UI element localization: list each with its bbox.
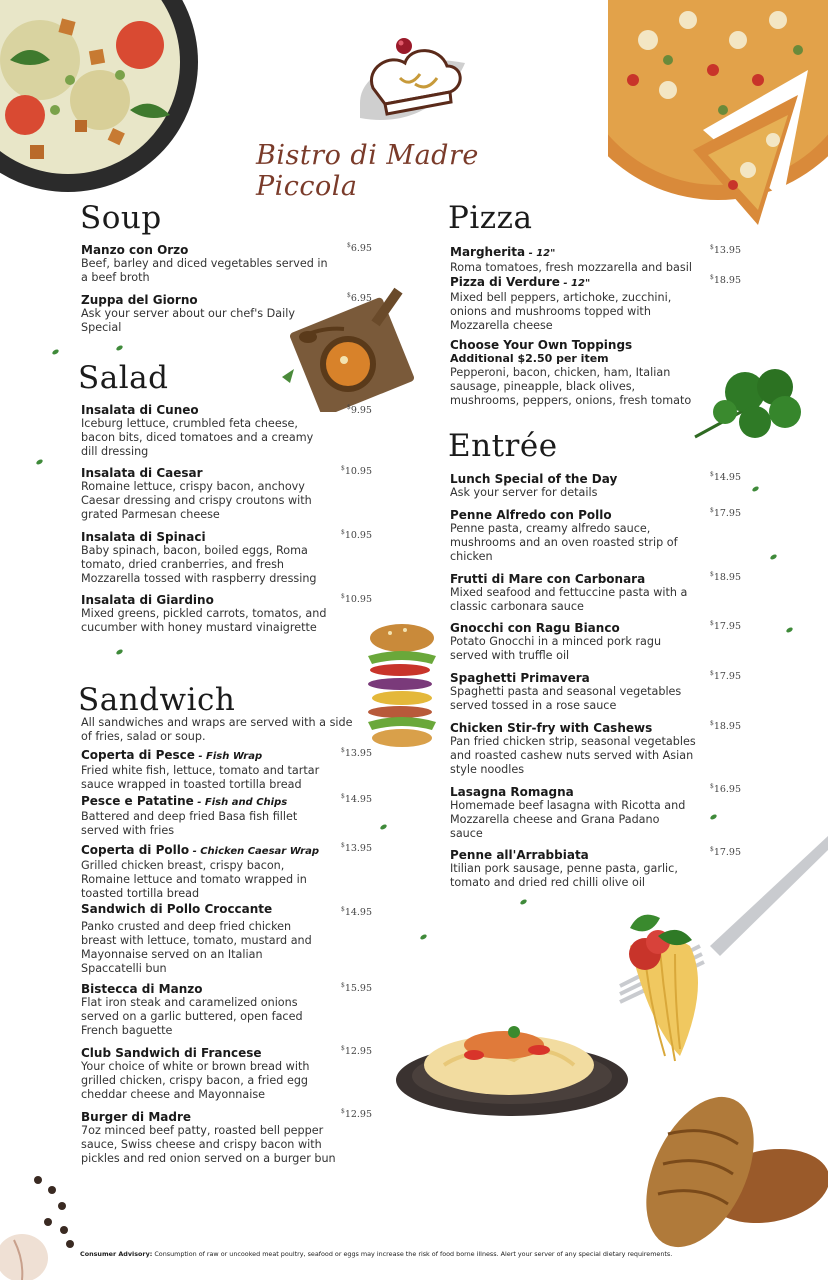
menu-item: Manzo con Orzo Beef, barley and diced vegetables served in a beef broth [81, 243, 328, 284]
item-price: $14.95 [710, 471, 742, 483]
menu-item: Spaghetti Primavera Spaghetti pasta and seasonal vegetables served tossed in a rose sauce [450, 671, 682, 712]
herb-leaf-icon [709, 814, 717, 821]
herb-leaf-icon [115, 345, 123, 352]
herb-leaf-icon [751, 486, 759, 493]
item-price: $15.95 [341, 982, 373, 994]
herb-leaf-icon [769, 554, 777, 561]
menu-item: Gnocchi con Ragu Bianco Potato Gnocchi in a minced pork ragu served with truffle oil [450, 621, 662, 662]
restaurant-name: Bistro di Madre Piccola [256, 140, 479, 202]
section-title-sandwich: Sandwich [78, 682, 236, 718]
section-title-entree: Entrée [448, 428, 558, 464]
item-price: $10.95 [341, 593, 373, 605]
item-price: $17.95 [710, 620, 742, 632]
consumer-advisory: Consumer Advisory: Consumption of raw or uncooked meat poultry, seafood or eggs may increase the risk of food borne illness. Alert your server of any special dietary requirements. [80, 1250, 673, 1258]
sandwich-image [360, 618, 440, 748]
menu-item: Penne all'Arrabbiata Itilian pork sausage, penne pasta, garlic, tomato and dried red chilli olive oil [450, 848, 678, 889]
menu-item: Coperta di Pollo - Chicken Caesar Wrap Grilled chicken breast, crispy bacon, Romaine lettuce and tomato wrapped in toasted tortilla bread [81, 843, 319, 900]
item-price: $18.95 [710, 720, 742, 732]
menu-item: Choose Your Own Toppings Additional $2.50 per item Pepperoni, bacon, chicken, ham, Italian sausage, pineapple, black olives, mushrooms, peppers, onions, fresh tomato [450, 338, 692, 407]
section-title-soup: Soup [80, 200, 162, 236]
item-price: $13.95 [341, 747, 373, 759]
herb-leaf-icon [115, 649, 123, 656]
item-price: $16.95 [710, 783, 742, 795]
item-price: $10.95 [341, 529, 373, 541]
item-price: $13.95 [341, 842, 373, 854]
item-price: $14.95 [341, 793, 373, 805]
menu-item: Penne Alfredo con Pollo Penne pasta, creamy alfredo sauce, mushrooms and an oven roasted strip of chicken [450, 508, 678, 563]
menu-item: Insalata di Caesar Romaine lettuce, crispy bacon, anchovy Caesar dressing and crispy croutons with grated Parmesan cheese [81, 466, 312, 521]
menu-item: Lunch Special of the Day Ask your server for details [450, 472, 618, 499]
menu-item: Sandwich di Pollo Croccante Panko crusted and deep fried chicken breast with lettuce, tomato, mustard and Mayonnaise served on an Italian Spaccatelli bun [81, 902, 312, 975]
menu-item: Pizza di Verdure - 12" Mixed bell peppers, artichoke, zucchini, onions and mushrooms topped with Mozzarella cheese [450, 275, 672, 332]
item-price: $6.95 [347, 292, 372, 304]
pasta-plate-image [394, 1010, 630, 1118]
herb-leaf-icon [785, 627, 793, 634]
section-title-pizza: Pizza [448, 200, 533, 236]
menu-item: Frutti di Mare con Carbonara Mixed seafood and fettuccine pasta with a classic carbonara sauce [450, 572, 688, 613]
section-title-salad: Salad [78, 360, 169, 396]
item-price: $10.95 [341, 465, 373, 477]
item-price: $18.95 [710, 274, 742, 286]
item-price: $9.95 [347, 404, 372, 416]
item-price: $17.95 [710, 846, 742, 858]
item-price: $14.95 [341, 906, 373, 918]
parsley-image [690, 362, 810, 462]
menu-item: Club Sandwich di Francese Your choice of white or brown bread with grilled chicken, crispy bacon, a fried egg cheddar cheese and Mayonnaise [81, 1046, 310, 1101]
item-price: $12.95 [341, 1045, 373, 1057]
menu-item: Pesce e Patatine - Fish and Chips Battered and deep fried Basa fish fillet served with fries [81, 794, 298, 837]
herb-leaf-icon [379, 824, 387, 831]
item-price: $18.95 [710, 571, 742, 583]
menu-item: Insalata di Cuneo Iceburg lettuce, crumbled feta cheese, bacon bits, diced tomatoes and a creamy dill dressing [81, 403, 314, 458]
chef-hat-logo-icon [355, 28, 470, 130]
menu-item: Lasagna Romagna Homemade beef lasagna with Ricotta and Mozzarella cheese and Grana Padano sauce [450, 785, 686, 840]
herb-leaf-icon [419, 934, 427, 941]
item-price: $17.95 [710, 507, 742, 519]
menu-item: Margherita - 12" Roma tomatoes, fresh mozzarella and basil [450, 245, 692, 274]
menu-item: Chicken Stir-fry with Cashews Pan fried chicken strip, seasonal vegetables and roasted cashew nuts served with Asian style noodles [450, 721, 696, 776]
menu-item: Zuppa del Giorno Ask your server about our chef's Daily Special [81, 293, 295, 334]
herb-leaf-icon [519, 899, 527, 906]
item-price: $12.95 [341, 1108, 373, 1120]
pizza-image [608, 0, 828, 232]
herb-leaf-icon [51, 349, 59, 356]
menu-item: Burger di Madre 7oz minced beef patty, roasted bell pepper sauce, Swiss cheese and crispy bacon with pickles and red onion served on a burger bun [81, 1110, 336, 1165]
menu-item: Insalata di Giardino Mixed greens, pickled carrots, tomatos, and cucumber with honey mustard vinaigrette [81, 593, 327, 634]
salad-plate-image [0, 0, 200, 210]
herb-leaf-icon [35, 459, 43, 466]
item-price: $17.95 [710, 670, 742, 682]
item-price: $13.95 [710, 244, 742, 256]
menu-item: Coperta di Pesce - Fish Wrap Fried white fish, lettuce, tomato and tartar sauce wrapped in toasted tortilla bread [81, 748, 320, 791]
section-note: All sandwiches and wraps are served with a side of fries, salad or soup. [81, 716, 353, 743]
item-price: $6.95 [347, 242, 372, 254]
menu-item: Insalata di Spinaci Baby spinach, bacon, boiled eggs, Roma tomato, dried cranberries, and fresh Mozzarella tossed with raspberry dressing [81, 530, 317, 585]
menu-item: Bistecca di Manzo Flat iron steak and caramelized onions served on a garlic buttered, open faced French baguette [81, 982, 303, 1037]
garlic-pepper-image [0, 1170, 80, 1280]
bread-image [618, 1074, 828, 1250]
